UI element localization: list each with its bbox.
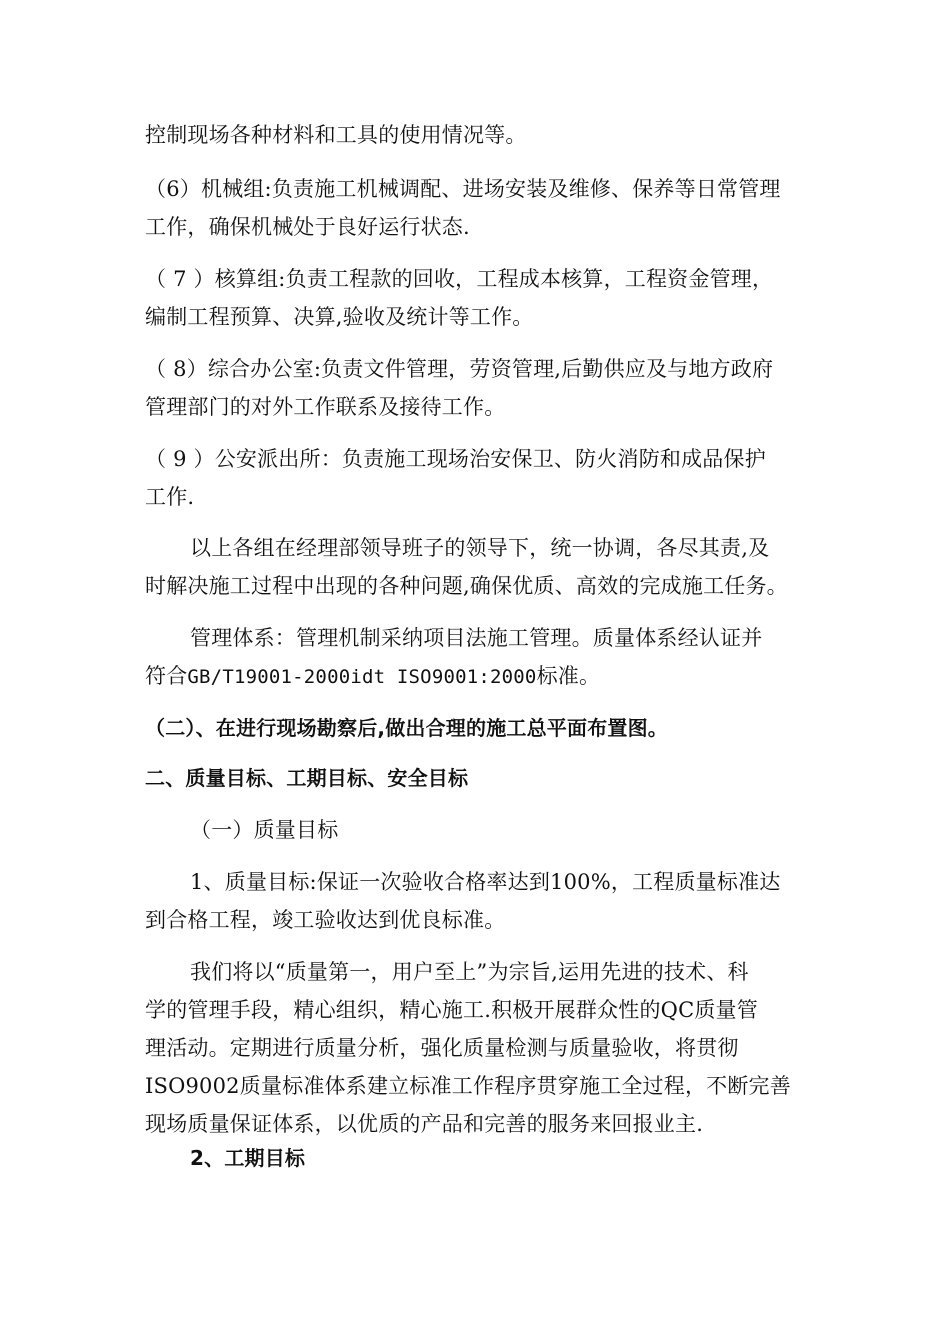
paragraph-line: ISO9002质量标准体系建立标准工作程序贯穿施工全过程，不断完善 — [145, 1074, 791, 1098]
subsection-heading: 2、工期目标 — [190, 1146, 306, 1170]
paragraph-line: （ 9 ）公安派出所：负责施工现场治安保卫、防火消防和成品保护 — [145, 447, 766, 471]
paragraph-line: 以上各组在经理部领导班子的领导下，统一协调，各尽其责,及 — [190, 536, 770, 560]
paragraph-line: 1、质量目标:保证一次验收合格率达到100%，工程质量标准达 — [190, 870, 781, 894]
subsection-heading: （一）质量目标 — [190, 818, 339, 842]
paragraph-line: 现场质量保证体系，以优质的产品和完善的服务来回报业主. — [145, 1112, 704, 1136]
paragraph-line: （ 7 ）核算组:负责工程款的回收，工程成本核算，工程资金管理， — [145, 267, 774, 291]
paragraph-line: 理活动。定期进行质量分析，强化质量检测与质量验收，将贯彻 — [145, 1036, 739, 1060]
text-segment: 符合 — [145, 664, 188, 688]
standard-code: GB/T19001-2000idt ISO9001:2000 — [187, 666, 537, 688]
paragraph-line: 管理部门的对外工作联系及接待工作。 — [145, 395, 506, 419]
paragraph-line: 我们将以“质量第一，用户至上”为宗旨,运用先进的技术、科 — [190, 960, 749, 984]
paragraph-line: 学的管理手段，精心组织，精心施工.积极开展群众性的QC质量管 — [145, 998, 758, 1022]
paragraph-line: 控制现场各种材料和工具的使用情况等。 — [145, 123, 527, 147]
paragraph-line: 工作，确保机械处于良好运行状态. — [145, 215, 470, 239]
paragraph-line: 到合格工程，竣工验收达到优良标准。 — [145, 908, 506, 932]
text-segment: 标准。 — [536, 664, 601, 688]
section-heading: （二）、在进行现场勘察后,做出合理的施工总平面布置图。 — [145, 716, 668, 740]
paragraph-line: 时解决施工过程中出现的各种问题,确保优质、高效的完成施工任务。 — [145, 574, 788, 598]
paragraph-line: 管理体系：管理机制采纳项目法施工管理。质量体系经认证并 — [190, 626, 763, 650]
paragraph-line — [145, 662, 600, 691]
paragraph-line: （ 8）综合办公室:负责文件管理，劳资管理,后勤供应及与地方政府 — [145, 357, 774, 381]
section-heading: 二、质量目标、工期目标、安全目标 — [145, 766, 469, 790]
paragraph-line: 工作. — [145, 485, 195, 509]
paragraph-line: （6）机械组:负责施工机械调配、进场安装及维修、保养等日常管理 — [145, 177, 781, 201]
paragraph-line: 编制工程预算、决算,验收及统计等工作。 — [145, 305, 534, 329]
